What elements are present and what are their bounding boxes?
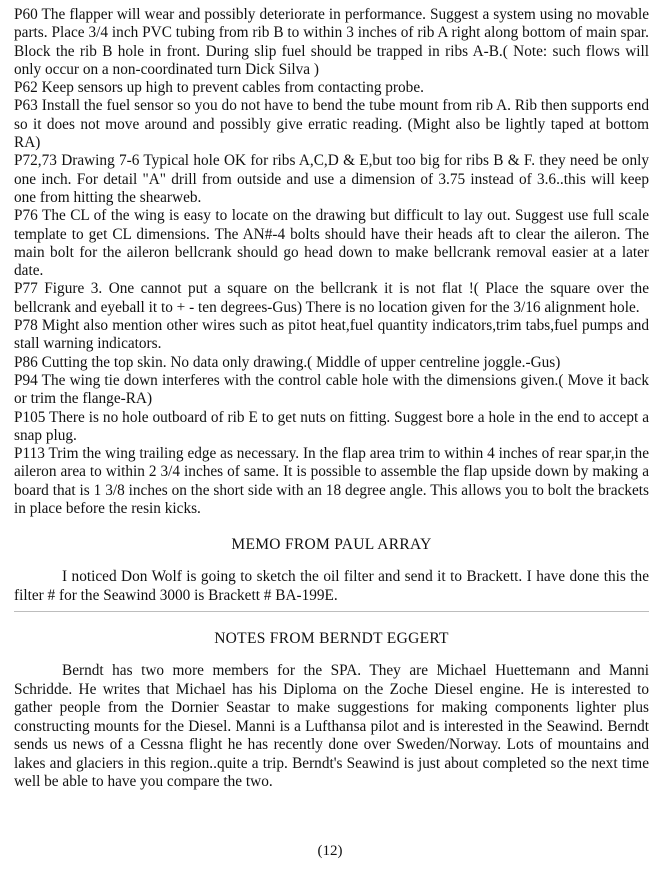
note-p72-73: P72,73 Drawing 7-6 Typical hole OK for ribs A,C,D & E,but too big for ribs B & F. they need be only one inch. For detail "A" drill from outside and use a dimension of 3.75 instead of 3.6..this will keep one from hitting the shearweb. (14, 152, 649, 206)
note-p63: P63 Install the fuel sensor so you do not have to bend the tube mount from rib A. Rib then supports end so it does not move around and possibly give erratic reading. (Might also be lightly taped at bottom RA) (14, 97, 649, 152)
note-p94: P94 The wing tie down interferes with the control cable hole with the dimensions given.( Move it back or trim the flange-RA) (14, 371, 649, 408)
note-p62: P62 Keep sensors up high to prevent cables from contacting probe. (14, 79, 424, 97)
notes-heading: NOTES FROM BERNDT EGGERT (214, 630, 449, 648)
note-p76: P76 The CL of the wing is easy to locate on the drawing but difficult to lay out. Suggest use full scale template to get CL dimensions. The AN#-4 bolts should have their heads aft to clear the aileron. The main bolt for the aileron bellcrank should go head down to make bellcrank removal easier at a later date. (14, 207, 649, 280)
memo-body: I noticed Don Wolf is going to sketch the oil filter and send it to Brackett. I have done this the filter # for the Seawind 3000 is Brackett # BA-199E. (14, 568, 649, 604)
note-p86: P86 Cutting the top skin. No data only drawing.( Middle of upper centreline joggle.-Gus) (14, 353, 561, 371)
note-p60: P60 The flapper will wear and possibly deteriorate in performance. Suggest a system using no movable parts. Place 3/4 inch PVC tubing from rib B to within 3 inches of rib A right along bottom of main spar. Block the rib B hole in front. During slip fuel should be trapped in ribs A-B.( Note: such flows will only occur on a non-coordinated turn Dick Silva ) (14, 6, 649, 78)
construction-notes (14, 6, 649, 518)
note-p105: P105 There is no hole outboard of rib E to get nuts on fitting. Suggest bore a hole in the end to accept a snap plug. (14, 408, 649, 444)
page-number: (12) (317, 843, 343, 859)
note-p78: P78 Might also mention other wires such as pitot heat,fuel quantity indicators,trim tabs,fuel pumps and stall warning indicators. (14, 317, 649, 353)
memo-heading: MEMO FROM PAUL ARRAY (231, 536, 432, 554)
notes-body: Berndt has two more members for the SPA. They are Michael Huettemann and Manni Schridde. He writes that Michael has his Diploma on the Zoche Diesel engine. He is interested to gather people from the Dornier Seastar to make suggestions for making components lighter plus constructing mounts for the Diesel. Manni is a Lufthansa pilot and is interested in the Seawind. Berndt sends us news of a Cessna flight he has recently done over Sweden/Norway. Lots of mountains and lakes and glaciers in this region..quite a trip. Berndt's Seawind is just about completed so the next time well be able to have you compare the two. (14, 662, 649, 791)
section-divider (14, 611, 649, 612)
note-p77: P77 Figure 3. One cannot put a square on the bellcrank it is not flat !( Place the square over the bellcrank and eyeball it to + - ten degrees-Gus) There is no location given for the 3/16 alignment hole. (14, 280, 649, 316)
note-p113: P113 Trim the wing trailing edge as necessary. In the flap area trim to within 4 inches of rear spar,in the aileron area to within 2 3/4 inches of same. It is possible to assemble the flap upside down by making a board that is 1 3/8 inches on the short side with an 18 degree angle. This allows you to bolt the brackets in place before the resin kicks. (14, 445, 649, 518)
